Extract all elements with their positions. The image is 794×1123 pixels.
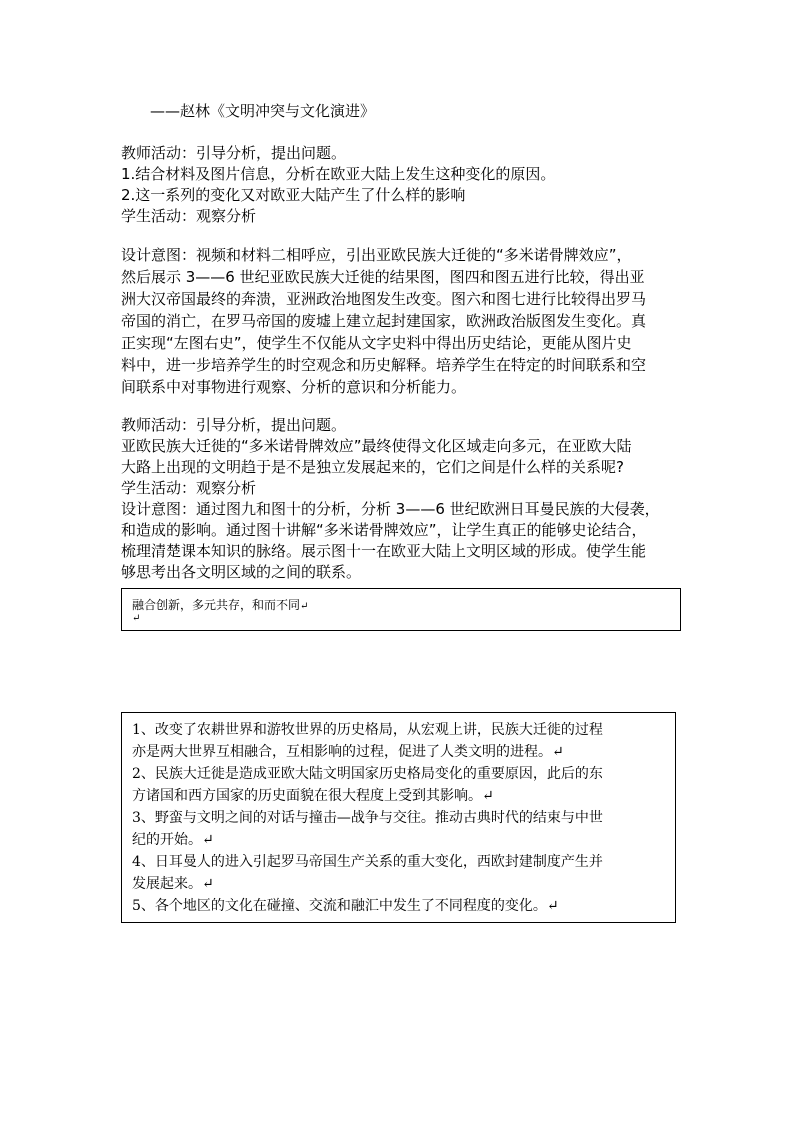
design-intent-line: 帝国的消亡，在罗马帝国的废墟上建立起封建国家，欧洲政治版图发生变化。真 <box>121 312 647 330</box>
impact-list-line: 5、各个地区的文化在碰撞、交流和融汇中发生了不同程度的变化。↵ <box>132 898 559 914</box>
teacher-activity-heading-2: 教师活动：引导分析，提出问题。 <box>121 416 347 434</box>
section2-line: 设计意图：通过图九和图十的分析，分析 3——6 世纪欧洲日耳曼民族的大侵袭， <box>121 500 660 518</box>
student-activity-heading: 学生活动：观察分析 <box>121 207 257 225</box>
impact-list-box <box>121 712 676 923</box>
impact-list-line: 方诸国和西方国家的历史面貌在很大程度上受到其影响。↵ <box>132 788 494 804</box>
design-intent-line: 正实现“左图右史”，使学生不仅能从文字史料中得出历史结论，更能从图片史 <box>121 334 632 352</box>
impact-list-line: 1、改变了农耕世界和游牧世界的历史格局，从宏观上讲，民族大迁徙的过程 <box>132 722 603 738</box>
question-2: 2.这一系列的变化又对欧亚大陆产生了什么样的影响 <box>121 186 466 204</box>
section2-line: 大路上出现的文明趋于是不是独立发展起来的，它们之间是什么样的关系呢? <box>121 458 624 476</box>
student-activity-heading-2: 学生活动：观察分析 <box>121 479 257 497</box>
impact-list-line: 2、民族大迁徙是造成亚欧大陆文明国家历史格局变化的重要原因，此后的东 <box>132 766 603 782</box>
impact-list-line: 发展起来。↵ <box>132 876 214 892</box>
teacher-activity-heading: 教师活动：引导分析，提出问题。 <box>121 144 347 162</box>
quote-attribution: ——赵林《文明冲突与文化演进》 <box>150 102 376 120</box>
impact-list-line: 亦是两大世界互相融合，互相影响的过程，促进了人类文明的进程。↵ <box>132 744 564 760</box>
design-intent-line: 然后展示 3——6 世纪亚欧民族大迁徙的结果图，图四和图五进行比较，得出亚 <box>121 268 645 286</box>
design-intent-line: 间联系中对事物进行观察、分析的意识和分析能力。 <box>121 378 467 396</box>
paragraph-mark-line: ↵ <box>132 613 141 624</box>
summary-text <box>132 597 308 615</box>
impact-list-line: 纪的开始。↵ <box>132 832 214 848</box>
paragraph-mark: ↵ <box>300 601 309 612</box>
design-intent-line: 料中，进一步培养学生的时空观念和历史解释。培养学生在特定的时间联系和空 <box>121 356 647 374</box>
section2-line: 和造成的影响。通过图十讲解“多米诺骨牌效应”，让学生真正的能够史论结合， <box>121 521 647 539</box>
summary-box <box>121 588 681 631</box>
section2-line: 够思考出各文明区域的之间的联系。 <box>121 563 362 581</box>
design-intent-line: 设计意图：视频和材料二相呼应，引出亚欧民族大迁徙的“多米诺骨牌效应”， <box>121 246 632 264</box>
impact-list-line: 3、野蛮与文明之间的对话与撞击—战争与交往。推动古典时代的结束与中世 <box>132 810 603 826</box>
section2-line: 梳理清楚课本知识的脉络。展示图十一在欧亚大陆上文明区域的形成。使学生能 <box>121 542 647 560</box>
question-1: 1.结合材料及图片信息，分析在欧亚大陆上发生这种变化的原因。 <box>121 165 556 183</box>
section2-line: 亚欧民族大迁徙的“多米诺骨牌效应”最终使得文化区域走向多元，在亚欧大陆 <box>121 437 632 455</box>
design-intent-line: 洲大汉帝国最终的奔溃，亚洲政治地图发生改变。图六和图七进行比较得出罗马 <box>121 290 647 308</box>
impact-list-line: 4、日耳曼人的进入引起罗马帝国生产关系的重大变化，西欧封建制度产生并 <box>132 854 603 870</box>
summary-text-content: 融合创新，多元共存，和而不同 <box>132 598 301 612</box>
